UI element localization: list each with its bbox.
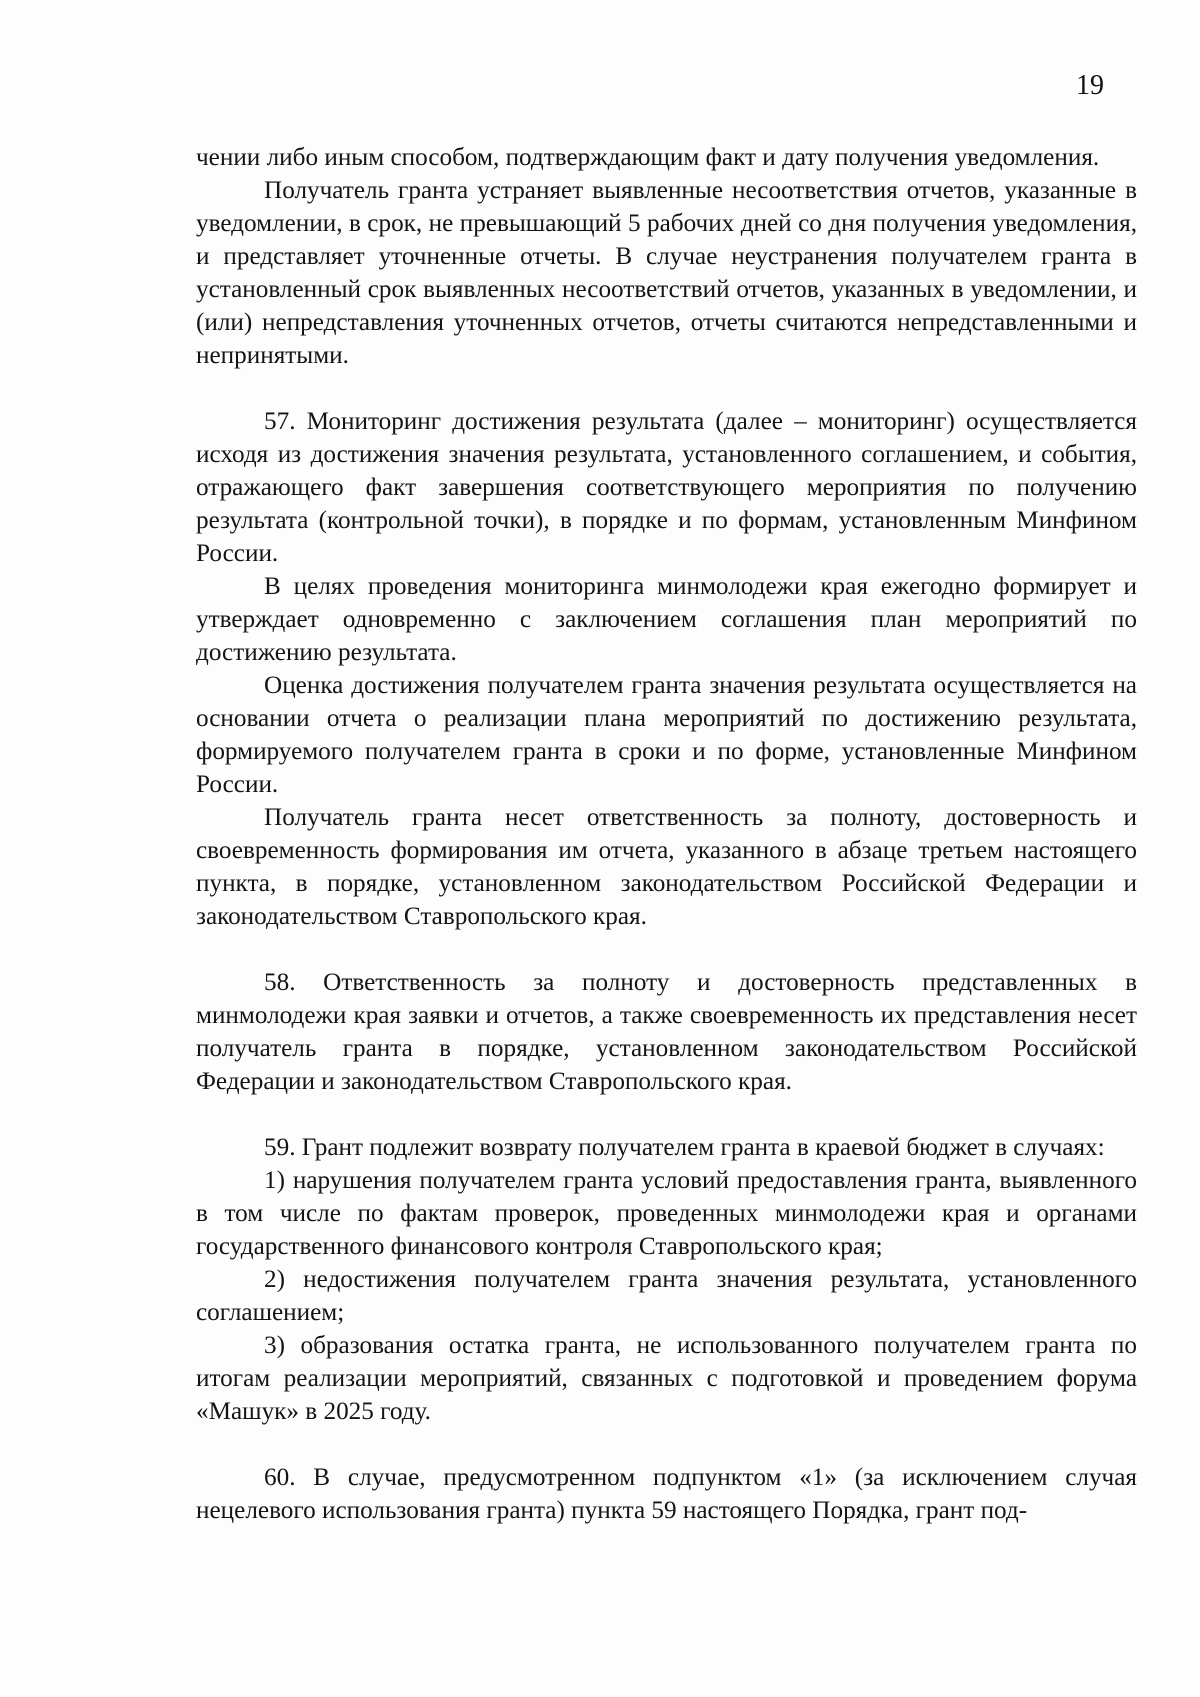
paragraph-60: 60. В случае, предусмотренном подпунктом «1» (за исключением случая нецелевого использования гранта) пункта 59 настоящего Порядка, грант под-	[196, 1464, 1137, 1524]
page-number: 19	[1076, 70, 1104, 101]
list-item-59-3: 3) образования остатка гранта, не использованного получателем гранта по итогам реализации мероприятий, связанных с подготовкой и проведением форума «Машук» в 2025 году.	[196, 1332, 1137, 1425]
paragraph-59-return: 59. Грант подлежит возврату получателем гранта в краевой бюджет в случаях:	[264, 1134, 1105, 1161]
paragraph-57-plan: В целях проведения мониторинга минмолодежи края ежегодно формирует и утверждает одновременно с заключением соглашения план мероприятий по достижению результата.	[196, 573, 1137, 666]
paragraph-continued: чении либо иным способом, подтверждающим факт и дату получения уведомления.	[196, 144, 1100, 171]
paragraph-57-assessment: Оценка достижения получателем гранта значения результата осуществляется на основании отчета о реализации плана мероприятий по достижению результата, формируемого получателем гранта в сроки и по форме, установленные Минфином России.	[196, 672, 1137, 798]
document-body	[196, 141, 1137, 1527]
paragraph-57-monitoring: 57. Мониторинг достижения результата (далее – мониторинг) осуществляется исходя из достижения значения результата, установленного соглашением, и события, отражающего факт завершения соответствующего мероприятия по получению результата (контрольной точки), в порядке и по формам, установленным Минфином России.	[196, 408, 1137, 567]
paragraph-57-responsibility: Получатель гранта несет ответственность за полноту, достоверность и своевременность формирования им отчета, указанного в абзаце третьем настоящего пункта, в порядке, установленном законодательством Российской Федерации и законодательством Ставропольского края.	[196, 804, 1137, 930]
list-item-59-1: 1) нарушения получателем гранта условий предоставления гранта, выявленного в том числе по фактам проверок, проведенных минмолодежи края и органами государственного финансового контроля Ставропольского края;	[196, 1167, 1137, 1260]
paragraph-report-correction: Получатель гранта устраняет выявленные несоответствия отчетов, указанные в уведомлении, в срок, не превышающий 5 рабочих дней со дня получения уведомления, и представляет уточненные отчеты. В случае неустранения получателем гранта в установленный срок выявленных несоответствий отчетов, указанных в уведомлении, и (или) непредставления уточненных отчетов, отчеты считаются непредставленными и непринятыми.	[196, 177, 1137, 369]
paragraph-58-responsibility: 58. Ответственность за полноту и достоверность представленных в минмолодежи края заявки и отчетов, а также своевременность их представления несет получатель гранта в порядке, установленном законодательством Российской Федерации и законодательством Ставропольского края.	[196, 969, 1137, 1095]
list-item-59-2: 2) недостижения получателем гранта значения результата, установленного соглашением;	[196, 1266, 1137, 1326]
